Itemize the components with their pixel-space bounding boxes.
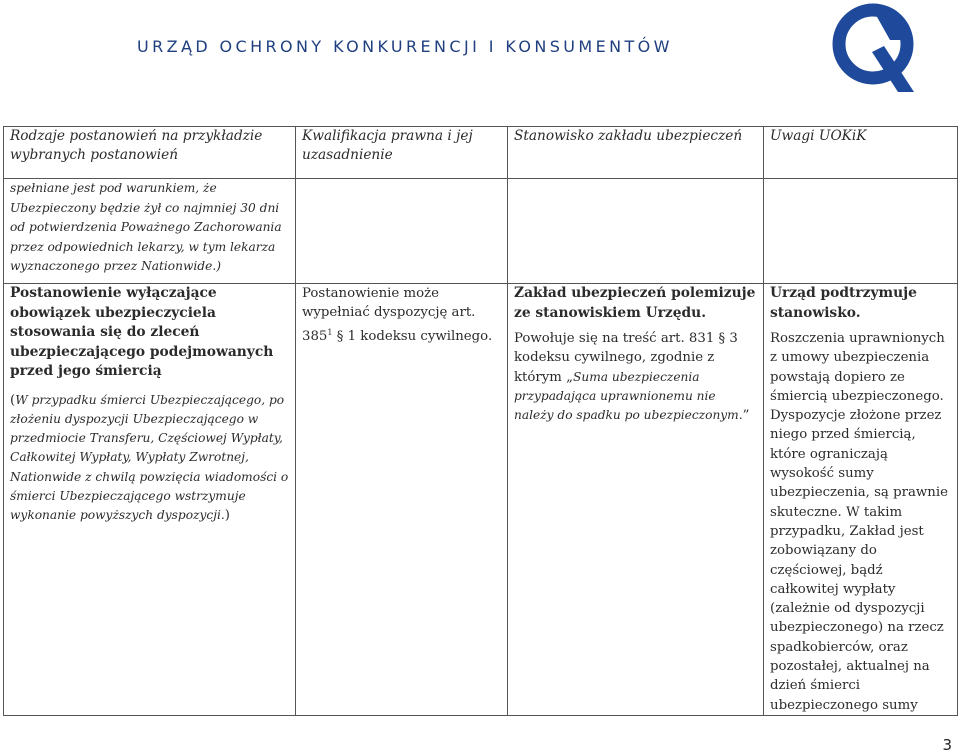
- clause-quote: (W przypadku śmierci Ubezpieczającego, po złożeniu dyspozycji Ubezpieczającego w przedmiocie Transferu, Częściowej Wypłaty, Całkowitej Wypłaty, Wypłaty Zwrotnej, Nationwide z chwilą powzięcia wiadomości o śmierci Ubezpieczającego wstrzymuje wykonanie powyższych dyspozycji.): [10, 392, 289, 524]
- header-uokik-remarks: Uwagi UOKiK: [764, 127, 958, 179]
- cell-clause: [4, 284, 296, 716]
- clause-title: Postanowienie wyłączające obowiązek ubezpieczyciela stosowania się do zleceń ubezpieczającego podejmowanych przed jego śmiercią: [10, 285, 274, 379]
- page-number: 3: [942, 736, 952, 754]
- comparison-table: [3, 126, 958, 716]
- cell-qualification: [296, 284, 508, 716]
- uokik-logo-icon: [828, 0, 920, 92]
- remarks-title: Urząd podtrzymuje stanowisko.: [770, 285, 917, 321]
- insurer-position-text: Powołuje się na treść art. 831 § 3 kodeksu cywilnego, zgodnie z którym „Suma ubezpieczenia przypadająca uprawnionemu nie należy do spadku po ubezpieczonym.”: [514, 331, 750, 424]
- insurer-position-title: Zakład ubezpieczeń polemizuje ze stanowiskiem Urzędu.: [514, 285, 756, 321]
- header-insurer-position: Stanowisko zakładu ubezpieczeń: [508, 127, 764, 179]
- qualification-text: Postanowienie może wypełniać dyspozycję art. $385^1$ § 1 kodeksu cywilnego.: [302, 286, 493, 344]
- header-legal-qualification: Kwalifikacja prawna i jej uzasadnienie: [296, 127, 508, 179]
- header-clause-types: Rodzaje postanowień na przykładzie wybranych postanowień: [4, 127, 296, 179]
- table-row: [4, 284, 958, 716]
- cell-uokik-remarks: [764, 284, 958, 716]
- cell-clause-continuation: spełniane jest pod warunkiem, że Ubezpieczony będzie żył co najmniej 30 dni od potwierdzenia Poważnego Zachorowania przez odpowiednich lekarzy, w tym lekarza wyznaczonego przez Nationwide.): [4, 179, 296, 284]
- cell-empty: [764, 179, 958, 284]
- cell-insurer-position: [508, 284, 764, 716]
- table-header-row: [4, 127, 958, 179]
- cell-empty: [508, 179, 764, 284]
- organization-name: URZĄD OCHRONY KONKURENCJI I KONSUMENTÓW: [137, 37, 673, 56]
- table-row: [4, 179, 958, 284]
- remarks-text: Roszczenia uprawnionych z umowy ubezpieczenia powstają dopiero ze śmiercią ubezpieczonego. Dyspozycje złożone przez niego przed śmiercią, które ograniczają wysokość sumy ubezpieczenia, są prawnie skuteczne. W takim przypadku, Zakład jest zobowiązany do częściowej, bądź całkowitej wypłaty (zależnie od dyspozycji ubezpieczonego) na rzecz spadkobierców, oraz pozostałej, aktualnej na dzień śmierci ubezpieczonego sumy: [770, 331, 948, 713]
- cell-empty: [296, 179, 508, 284]
